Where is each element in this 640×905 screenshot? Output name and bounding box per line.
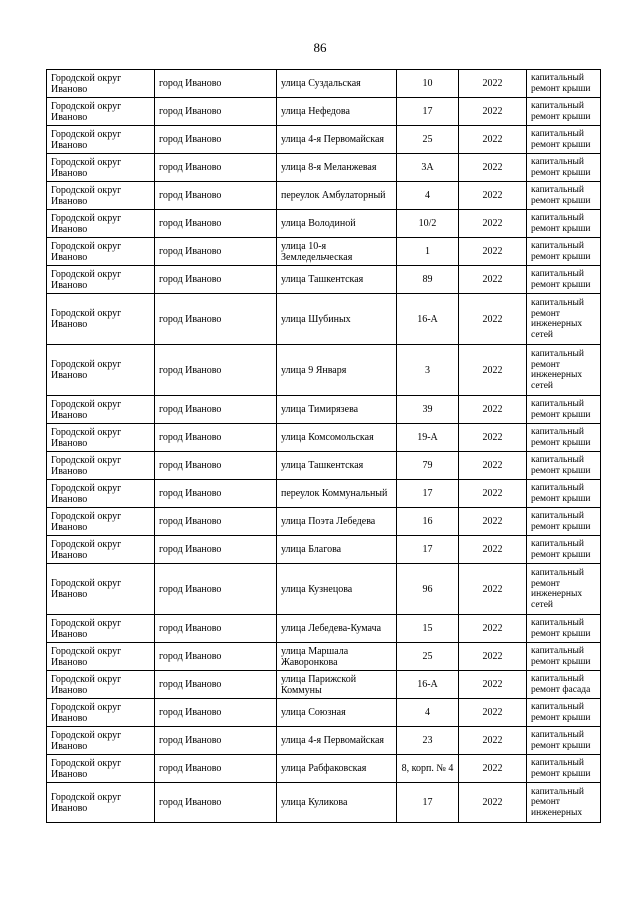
- house-number-cell: 79: [397, 452, 459, 480]
- city-cell: город Иваново: [155, 671, 277, 699]
- work-type-cell: капитальный ремонт крыши: [527, 182, 601, 210]
- house-number-cell: 39: [397, 396, 459, 424]
- street-cell: улица Володиной: [277, 210, 397, 238]
- municipality-cell: Городской округ Иваново: [47, 615, 155, 643]
- city-cell: город Иваново: [155, 210, 277, 238]
- street-cell: переулок Амбулаторный: [277, 182, 397, 210]
- street-cell: улица Ташкентская: [277, 452, 397, 480]
- table-row: [47, 238, 601, 266]
- table-row: [47, 783, 601, 823]
- work-type-cell: капитальный ремонт крыши: [527, 727, 601, 755]
- house-number-cell: 3: [397, 345, 459, 396]
- city-cell: город Иваново: [155, 699, 277, 727]
- municipality-cell: Городской округ Иваново: [47, 182, 155, 210]
- year-cell: 2022: [459, 70, 527, 98]
- house-number-cell: 25: [397, 643, 459, 671]
- city-cell: город Иваново: [155, 424, 277, 452]
- table-row: [47, 210, 601, 238]
- street-cell: улица Ташкентская: [277, 266, 397, 294]
- street-cell: улица Лебедева-Кумача: [277, 615, 397, 643]
- municipality-cell: Городской округ Иваново: [47, 643, 155, 671]
- work-type-cell: капитальный ремонт крыши: [527, 266, 601, 294]
- street-cell: улица 4-я Первомайская: [277, 727, 397, 755]
- house-number-cell: 23: [397, 727, 459, 755]
- work-type-cell: капитальный ремонт крыши: [527, 536, 601, 564]
- year-cell: 2022: [459, 126, 527, 154]
- street-cell: улица Благова: [277, 536, 397, 564]
- table-row: [47, 727, 601, 755]
- house-number-cell: 16: [397, 508, 459, 536]
- municipality-cell: Городской округ Иваново: [47, 536, 155, 564]
- house-number-cell: 17: [397, 98, 459, 126]
- table-row: [47, 480, 601, 508]
- year-cell: 2022: [459, 783, 527, 823]
- table-row: [47, 564, 601, 615]
- work-type-cell: капитальный ремонт инженерных сетей: [527, 294, 601, 345]
- house-number-cell: 89: [397, 266, 459, 294]
- street-cell: улица Нефедова: [277, 98, 397, 126]
- work-type-cell: капитальный ремонт крыши: [527, 70, 601, 98]
- municipality-cell: Городской округ Иваново: [47, 98, 155, 126]
- city-cell: город Иваново: [155, 266, 277, 294]
- municipality-cell: Городской округ Иваново: [47, 266, 155, 294]
- house-number-cell: 3А: [397, 154, 459, 182]
- work-type-cell: капитальный ремонт крыши: [527, 452, 601, 480]
- street-cell: улица Комсомольская: [277, 424, 397, 452]
- work-type-cell: капитальный ремонт крыши: [527, 210, 601, 238]
- work-type-cell: капитальный ремонт крыши: [527, 98, 601, 126]
- work-type-cell: капитальный ремонт крыши: [527, 480, 601, 508]
- year-cell: 2022: [459, 699, 527, 727]
- street-cell: улица Суздальская: [277, 70, 397, 98]
- municipality-cell: Городской округ Иваново: [47, 126, 155, 154]
- city-cell: город Иваново: [155, 755, 277, 783]
- work-type-cell: капитальный ремонт инженерных сетей: [527, 345, 601, 396]
- municipality-cell: Городской округ Иваново: [47, 452, 155, 480]
- house-number-cell: 17: [397, 536, 459, 564]
- year-cell: 2022: [459, 643, 527, 671]
- city-cell: город Иваново: [155, 126, 277, 154]
- table-row: [47, 396, 601, 424]
- city-cell: город Иваново: [155, 70, 277, 98]
- work-type-cell: капитальный ремонт крыши: [527, 643, 601, 671]
- municipality-cell: Городской округ Иваново: [47, 783, 155, 823]
- table-row: [47, 699, 601, 727]
- table-row: [47, 424, 601, 452]
- municipality-cell: Городской округ Иваново: [47, 345, 155, 396]
- page-number: 86: [313, 40, 327, 55]
- municipality-cell: Городской округ Иваново: [47, 671, 155, 699]
- street-cell: улица Маршала Жаворонкова: [277, 643, 397, 671]
- year-cell: 2022: [459, 396, 527, 424]
- year-cell: 2022: [459, 727, 527, 755]
- city-cell: город Иваново: [155, 345, 277, 396]
- municipality-cell: Городской округ Иваново: [47, 210, 155, 238]
- municipality-cell: Городской округ Иваново: [47, 480, 155, 508]
- street-cell: улица 9 Января: [277, 345, 397, 396]
- city-cell: город Иваново: [155, 508, 277, 536]
- street-cell: улица Шубиных: [277, 294, 397, 345]
- work-type-cell: капитальный ремонт крыши: [527, 755, 601, 783]
- street-cell: улица Тимирязева: [277, 396, 397, 424]
- city-cell: город Иваново: [155, 564, 277, 615]
- city-cell: город Иваново: [155, 536, 277, 564]
- work-type-cell: капитальный ремонт крыши: [527, 238, 601, 266]
- house-number-cell: 8, корп. № 4: [397, 755, 459, 783]
- city-cell: город Иваново: [155, 480, 277, 508]
- street-cell: улица 10-я Земледельческая: [277, 238, 397, 266]
- city-cell: город Иваново: [155, 452, 277, 480]
- municipality-cell: Городской округ Иваново: [47, 699, 155, 727]
- table-row: [47, 615, 601, 643]
- year-cell: 2022: [459, 266, 527, 294]
- work-type-cell: капитальный ремонт крыши: [527, 508, 601, 536]
- city-cell: город Иваново: [155, 615, 277, 643]
- street-cell: улица Куликова: [277, 783, 397, 823]
- table-row: [47, 671, 601, 699]
- house-number-cell: 16-А: [397, 294, 459, 345]
- street-cell: улица Рабфаковская: [277, 755, 397, 783]
- city-cell: город Иваново: [155, 238, 277, 266]
- table-row: [47, 536, 601, 564]
- table-row: [47, 182, 601, 210]
- house-number-cell: 4: [397, 182, 459, 210]
- year-cell: 2022: [459, 154, 527, 182]
- street-cell: улица 4-я Первомайская: [277, 126, 397, 154]
- house-number-cell: 25: [397, 126, 459, 154]
- house-number-cell: 16-А: [397, 671, 459, 699]
- street-cell: улица Кузнецова: [277, 564, 397, 615]
- work-type-cell: капитальный ремонт фасада: [527, 671, 601, 699]
- work-type-cell: капитальный ремонт крыши: [527, 424, 601, 452]
- house-number-cell: 17: [397, 480, 459, 508]
- table-row: [47, 345, 601, 396]
- municipality-cell: Городской округ Иваново: [47, 294, 155, 345]
- municipality-cell: Городской округ Иваново: [47, 424, 155, 452]
- city-cell: город Иваново: [155, 98, 277, 126]
- city-cell: город Иваново: [155, 396, 277, 424]
- year-cell: 2022: [459, 210, 527, 238]
- work-type-cell: капитальный ремонт крыши: [527, 126, 601, 154]
- municipality-cell: Городской округ Иваново: [47, 564, 155, 615]
- year-cell: 2022: [459, 755, 527, 783]
- house-number-cell: 19-А: [397, 424, 459, 452]
- house-number-cell: 10: [397, 70, 459, 98]
- street-cell: улица Союзная: [277, 699, 397, 727]
- table-row: [47, 508, 601, 536]
- house-number-cell: 1: [397, 238, 459, 266]
- street-cell: переулок Коммунальный: [277, 480, 397, 508]
- repair-register-table: [46, 69, 601, 823]
- year-cell: 2022: [459, 564, 527, 615]
- work-type-cell: капитальный ремонт инженерных сетей: [527, 564, 601, 615]
- street-cell: улица Парижской Коммуны: [277, 671, 397, 699]
- city-cell: город Иваново: [155, 154, 277, 182]
- year-cell: 2022: [459, 452, 527, 480]
- city-cell: город Иваново: [155, 182, 277, 210]
- year-cell: 2022: [459, 238, 527, 266]
- table-row: [47, 70, 601, 98]
- city-cell: город Иваново: [155, 294, 277, 345]
- year-cell: 2022: [459, 182, 527, 210]
- work-type-cell: капитальный ремонт крыши: [527, 699, 601, 727]
- year-cell: 2022: [459, 424, 527, 452]
- work-type-cell: капитальный ремонт крыши: [527, 615, 601, 643]
- municipality-cell: Городской округ Иваново: [47, 70, 155, 98]
- house-number-cell: 4: [397, 699, 459, 727]
- work-type-cell: капитальный ремонт крыши: [527, 396, 601, 424]
- table-row: [47, 154, 601, 182]
- street-cell: улица Поэта Лебедева: [277, 508, 397, 536]
- municipality-cell: Городской округ Иваново: [47, 755, 155, 783]
- house-number-cell: 17: [397, 783, 459, 823]
- municipality-cell: Городской округ Иваново: [47, 508, 155, 536]
- table-body: [47, 70, 601, 823]
- municipality-cell: Городской округ Иваново: [47, 396, 155, 424]
- city-cell: город Иваново: [155, 643, 277, 671]
- street-cell: улица 8-я Меланжевая: [277, 154, 397, 182]
- year-cell: 2022: [459, 98, 527, 126]
- work-type-cell: капитальный ремонт крыши: [527, 154, 601, 182]
- city-cell: город Иваново: [155, 727, 277, 755]
- table-row: [47, 755, 601, 783]
- year-cell: 2022: [459, 294, 527, 345]
- city-cell: город Иваново: [155, 783, 277, 823]
- house-number-cell: 96: [397, 564, 459, 615]
- table-row: [47, 294, 601, 345]
- table-row: [47, 643, 601, 671]
- table-row: [47, 126, 601, 154]
- table-row: [47, 452, 601, 480]
- year-cell: 2022: [459, 615, 527, 643]
- house-number-cell: 10/2: [397, 210, 459, 238]
- municipality-cell: Городской округ Иваново: [47, 238, 155, 266]
- year-cell: 2022: [459, 671, 527, 699]
- municipality-cell: Городской округ Иваново: [47, 154, 155, 182]
- year-cell: 2022: [459, 480, 527, 508]
- year-cell: 2022: [459, 345, 527, 396]
- municipality-cell: Городской округ Иваново: [47, 727, 155, 755]
- year-cell: 2022: [459, 536, 527, 564]
- year-cell: 2022: [459, 508, 527, 536]
- house-number-cell: 15: [397, 615, 459, 643]
- table-row: [47, 98, 601, 126]
- table-row: [47, 266, 601, 294]
- work-type-cell: капитальный ремонт инженерных: [527, 783, 601, 823]
